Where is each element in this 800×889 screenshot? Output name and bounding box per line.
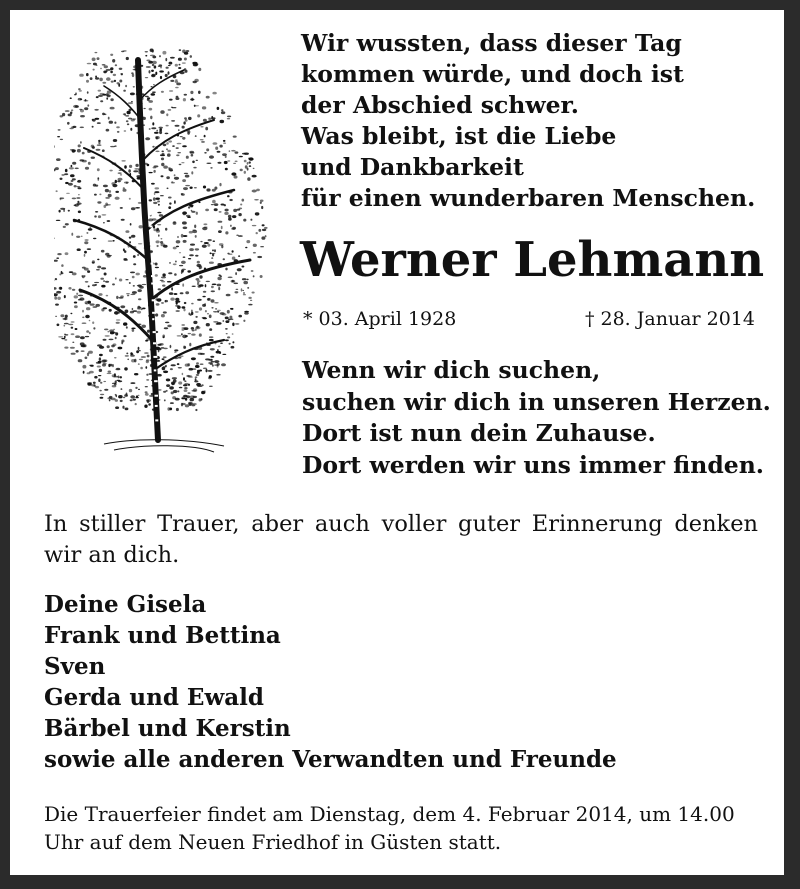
intro-line: und Dankbarkeit: [301, 153, 524, 181]
intro-line: kommen würde, und doch ist: [301, 60, 684, 88]
family-member: Gerda und Ewald: [44, 684, 264, 711]
verse-line: Dort ist nun dein Zuhause.: [302, 419, 656, 447]
family-member: Deine Gisela: [44, 591, 207, 618]
deceased-name: Werner Lehmann: [300, 232, 765, 288]
mourning-text: In stiller Trauer, aber auch voller guter Erinnerung denken wir an dich.: [44, 511, 758, 568]
birth-date: * 03. April 1928: [303, 308, 457, 330]
obituary-card: [10, 10, 784, 875]
memorial-verse: [302, 355, 772, 481]
verse-line: Dort werden wir uns immer finden.: [302, 450, 764, 479]
family-member: sowie alle anderen Verwandten und Freunde: [44, 746, 617, 773]
family-member: Frank und Bettina: [44, 622, 281, 649]
family-member: Bärbel und Kerstin: [44, 715, 291, 742]
verse-line: suchen wir dich in unseren Herzen.: [302, 387, 771, 416]
intro-line: für einen wunderbaren Menschen.: [301, 184, 756, 212]
family-member: Sven: [44, 653, 106, 680]
intro-line: Was bleibt, ist die Liebe: [301, 122, 617, 150]
life-dates: [303, 306, 755, 332]
intro-line: Wir wussten, dass dieser Tag: [301, 29, 682, 57]
service-notice: Die Trauerfeier findet am Dienstag, dem 4. Februar 2014, um 14.00 Uhr auf dem Neuen Friedhof in Güsten statt.: [44, 802, 735, 854]
birch-tree-icon: [54, 40, 284, 460]
intro-line: der Abschied schwer.: [301, 91, 579, 119]
verse-line: Wenn wir dich suchen,: [302, 356, 601, 384]
intro-verse: [301, 28, 771, 214]
death-date: † 28. Januar 2014: [584, 308, 755, 330]
family-list: [44, 589, 617, 775]
